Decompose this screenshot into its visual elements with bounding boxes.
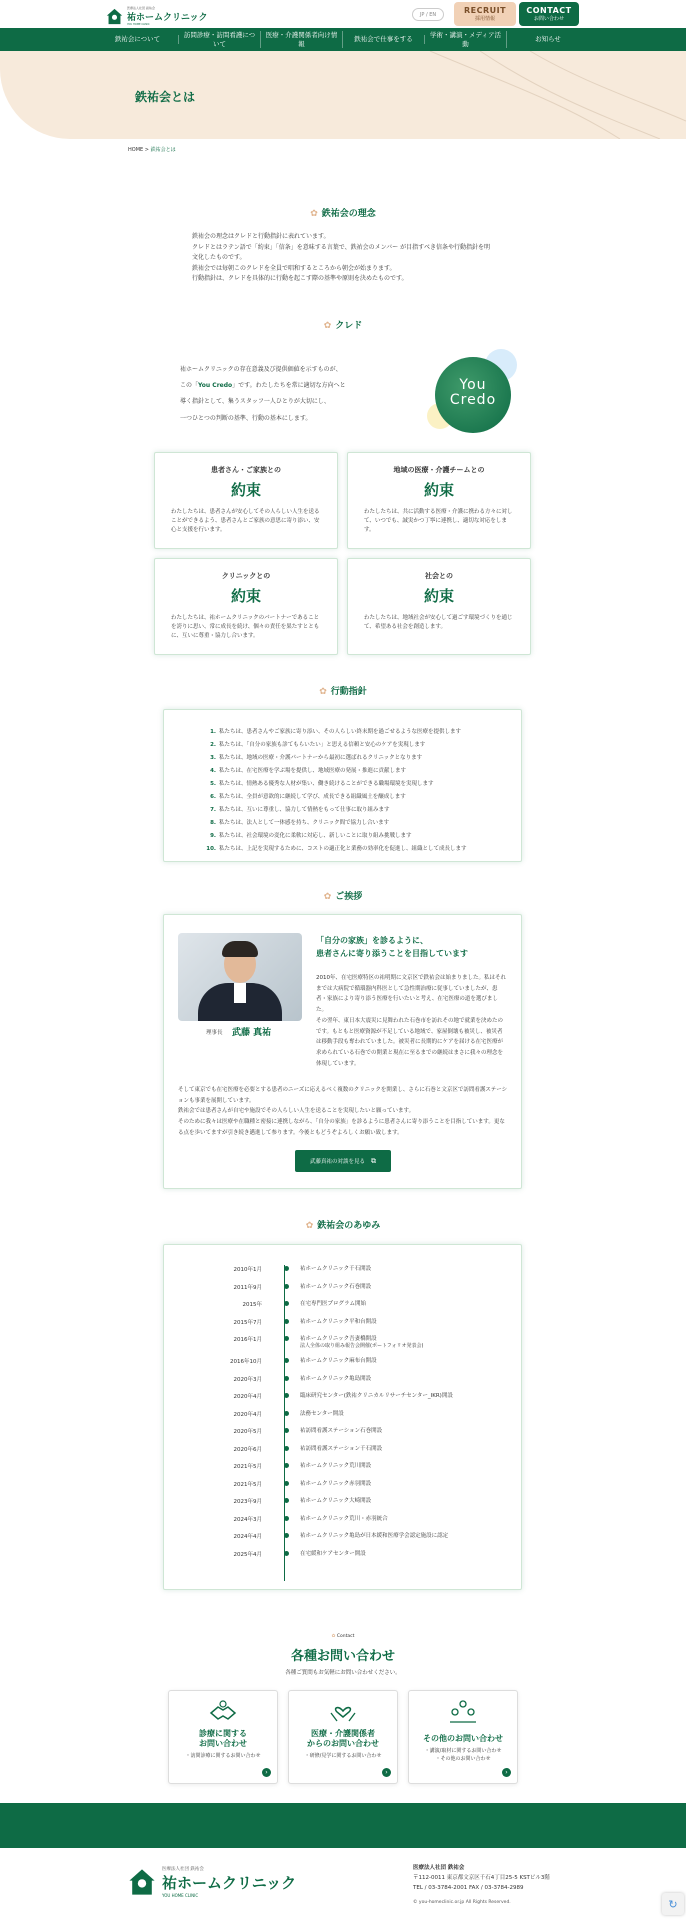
breadcrumb-current: 鉄祐会とは [150,147,176,153]
greeting-paragraphs-bottom [178,1085,510,1139]
timeline-row [164,1427,524,1443]
nav-careers[interactable]: 鉄祐会で仕事をする [343,35,425,43]
greeting-paragraph: そして東京でも在宅医療を必要とする患者のニーズに応えるべく複数のクリニックを開業し、さらに石巻と文京区で訪問看護ステーションも事業を展開しています。 [178,1087,508,1104]
actions-list [204,726,521,856]
contact-card-title: 診療に関する [199,1729,247,1738]
credo-line: 導く指針として、集うスタッフ一人ひとりが大切にし、 [180,398,330,406]
breadcrumb [128,146,176,153]
interview-button[interactable] [295,1150,391,1172]
site-header [0,0,686,28]
contact-card-sub: ・その他のお問い合わせ [435,1756,491,1762]
logo-sub: 医療法人社団 鉄祐会 [127,6,155,10]
timeline-date: 2021年5月 [233,1464,262,1470]
recaptcha-icon[interactable]: ↻ [662,1893,684,1915]
nav-academic[interactable]: 学術・講演・メディア活動 [425,31,507,47]
contact-card-other[interactable] [408,1690,518,1784]
timeline-row [164,1283,524,1299]
timeline-row [164,1335,524,1351]
timeline-row [164,1462,524,1478]
timeline-event-text: 祐ホームクリニック千石開設 [300,1266,372,1272]
timeline-event [300,1532,520,1540]
list-item: 9. 私たちは、社会環境の変化に柔軟に対応し、新しいことに取り組み挑戦します [210,833,412,839]
credo-text [180,362,380,427]
catch-line: 「自分の家族」を診るように、 [316,936,428,945]
timeline-event-text: 在宅緩和ケアセンター開設 [300,1550,366,1557]
footer-address [413,1864,550,1894]
timeline-dot [284,1266,289,1271]
timeline-event [300,1427,520,1435]
recruit-button[interactable] [454,2,516,26]
footer-org: 医療法人社団 鉄祐会 [413,1865,465,1871]
timeline-dot [284,1393,289,1398]
contact-card-title: からのお問い合わせ [307,1739,379,1748]
timeline-event-text: 祐ホームクリニック石巻開設 [300,1283,372,1290]
timeline-dot [284,1284,289,1289]
hero-banner [0,51,686,139]
promise-card [154,452,338,549]
timeline-dot [284,1533,289,1538]
timeline-row [164,1318,524,1334]
timeline-event-text: 祐ホームクリニック大崎開設 [300,1498,372,1504]
timeline-row [164,1265,524,1281]
timeline-event-text: 祐ホームクリニック平和台開設 [300,1318,377,1325]
timeline-event-text: 祐ホームクリニック亀島開設 [300,1375,372,1382]
contact-sub-label: お問い合わせ [533,16,564,22]
global-nav [0,28,686,51]
breadcrumb-home[interactable]: HOME [128,147,144,153]
timeline-event-text: 在宅専門医プログラム開始 [300,1301,366,1307]
catch-line: 患者さんに寄り添うことを目指しています [316,948,468,958]
contact-tag: ✿ Contact [331,1634,355,1639]
history-card [163,1244,522,1590]
flower-icon: ✿ [319,687,327,697]
list-item: 8. 私たちは、法人として一体感を持ち、クリニック間で協力し合います [210,820,390,826]
promise-title: クリニックとの [221,572,271,580]
arrow-right-icon: › [382,1768,391,1777]
timeline-event [300,1300,520,1308]
contact-card-sub: ・研修/見学に関するお問い合わせ [304,1753,382,1759]
promise-desc: わたしたちは、祐ホームクリニックのパートナーであることを誇りに思い、常に成長を続け、個々の責任を果たすとともに、互いに尊重・協力し合います。 [171,615,320,639]
promise-big: 約束 [230,481,261,499]
house-logo-icon [128,1868,156,1896]
timeline-dot [284,1446,289,1451]
director-name: 武藤 真祐 [232,1028,272,1038]
flower-icon: ✿ [323,892,332,902]
contact-card-sub: ・訪問診療に関するお問い合わせ [185,1753,261,1759]
external-link-icon: ⧉ [371,1156,376,1165]
credo-line: 祐ホームクリニックの存在意義及び提供価値を示すものが、 [180,366,342,373]
timeline-date: 2010年1月 [233,1267,262,1273]
timeline-event-text: 祐ホームクリニック亀島が日本緩和医療学会認定施設に認定 [300,1533,449,1539]
timeline-dot [284,1498,289,1503]
you-credo-logo [425,345,525,435]
contact-heading: 各種お問い合わせ [290,1649,395,1664]
footer-logo-en: YOU HOME CLINIC [162,1893,199,1898]
timeline-date: 2020年4月 [233,1411,262,1418]
nav-news[interactable]: お知らせ [535,35,561,44]
promise-card [347,452,531,549]
recruit-label: RECRUIT [463,6,507,15]
timeline-event-sub: 法人全体の取り組み報告会開催(ポートフォリオ発表会) [300,1343,424,1350]
timeline-dot [284,1376,289,1381]
timeline-event [300,1265,520,1273]
credo-line: この「You Credo」です。わたしたちを常に適切な方向へと [180,382,346,390]
promise-card [154,558,338,655]
list-item: 1. 私たちは、患者さんやご家族に寄り添い、その人らしい終末期を過ごせるような医療を提供します [210,729,462,735]
logo-en: YOU HOME CLINIC [127,23,150,26]
credo-heading: ✿ クレド [323,321,363,331]
timeline-row [164,1550,524,1566]
timeline-date: 2024年4月 [233,1534,262,1540]
list-item: 7. 私たちは、互いに尊重し、協力して情熱をもって仕事に取り組みます [210,807,390,813]
footer-band [0,1803,686,1848]
philosophy-line: 行動指針は、クレドを具体的に行動を起こす際の基準や原則を決めたものです。 [192,275,408,282]
director-role: 理事長 [206,1030,223,1036]
timeline-date: 2021年5月 [233,1481,262,1488]
director-photo [178,933,302,1021]
timeline-row [164,1532,524,1548]
language-switch[interactable]: JP / EN [412,8,444,21]
timeline-event [300,1480,520,1488]
promise-title: 患者さん・ご家族との [211,466,281,474]
greeting-paragraph: 鉄祐会では患者さんが自宅や施設でその人らしい人生を送ることを実現したいと願っています。 [178,1108,415,1115]
greeting-card [163,914,522,1189]
timeline-row [164,1480,524,1496]
credo-line: 一つひとつの判断の基準、行動の基本にします。 [180,414,312,422]
actions-card [163,709,522,862]
promise-card [347,558,531,655]
timeline-event [300,1497,520,1505]
promise-big: 約束 [423,481,454,499]
greeting-paragraph: その翌年、東日本大震災に見舞われた石巻市を訪れその地で就業を決めたのです。もともと医療資源が不足している地域で、家屋倒壊も被災し、被災者は移動手段も奪われていました。被災者に長期的にケアを届ける在宅医療が求められている石巻での開業と現在に至るまでの継続はまさに我々の理念を体現しています。 [316,1017,504,1067]
list-item: 6. 私たちは、全員が意欲的に継続して学び、成長できる組織風土を醸成します [210,794,406,800]
timeline-date: 2015年 [242,1302,262,1308]
hero-decoration [420,51,686,139]
timeline-event [300,1335,520,1351]
timeline-event [300,1318,520,1326]
philosophy-line: 鉄祐会の理念はクレドと行動指針に表れています。 [192,233,330,240]
contact-card-professionals[interactable] [288,1690,398,1784]
timeline-row [164,1445,524,1461]
nav-professionals[interactable]: 医療・介護関係者向け情報 [261,31,343,47]
philosophy-heading: ✿ 鉄祐会の理念 [310,209,376,219]
timeline [164,1265,523,1585]
timeline-dot [284,1551,289,1556]
timeline-event-text: 臨床研究センター(鉄祐クリニカルリサーチセンター_IKR)開設 [300,1393,453,1399]
contact-label: CONTACT [526,6,572,15]
footer-addr: 〒112-0011 東京都文京区千石4丁目25-5 KSTビル3階 [413,1874,550,1881]
credo-logo-line: Credo [449,392,497,408]
timeline-dot [284,1481,289,1486]
timeline-row [164,1300,524,1316]
copyright: © you-homeclinic.or.jp All Rights Reserved. [413,1900,511,1905]
greeting-heading: ✿ ご挨拶 [323,892,363,902]
list-item: 5. 私たちは、情熱ある優秀な人材が集い、働き続けることができる職場環境を実現します [210,781,434,787]
timeline-date: 2016年1月 [233,1337,262,1343]
timeline-event [300,1550,520,1558]
contact-card-title: お問い合わせ [199,1739,247,1748]
timeline-event [300,1410,520,1418]
flower-icon: ✿ [305,1221,314,1231]
timeline-dot [284,1463,289,1468]
timeline-event [300,1357,520,1365]
timeline-event [300,1445,520,1453]
flower-icon: ✿ [323,321,332,331]
arrow-right-icon: › [502,1768,511,1777]
timeline-date: 2020年4月 [233,1394,262,1400]
timeline-event [300,1462,520,1470]
footer-logo-sub: 医療法人社団 鉄祐会 [162,1867,204,1872]
timeline-event [300,1283,520,1291]
footer-tel: TEL / 03-3784-2001 FAX / 03-3784-2989 [413,1884,524,1891]
timeline-row [164,1410,524,1426]
timeline-date: 2023年9月 [233,1499,262,1505]
contact-card-sub: ・講演/取材に関するお問い合わせ [424,1748,502,1754]
contact-button[interactable] [519,2,579,26]
timeline-event-text: 法務センター開設 [300,1410,344,1417]
breadcrumb-separator: > [144,147,149,153]
timeline-date: 2020年5月 [233,1429,262,1435]
timeline-date: 2020年3月 [233,1376,262,1383]
nav-about[interactable]: 鉄祐会について [97,35,179,43]
timeline-event [300,1515,520,1523]
footer-logo[interactable] [128,1866,296,1898]
promise-big: 約束 [423,587,454,605]
timeline-event-text: 祐ホームクリニック赤羽開設 [300,1480,372,1487]
nav-home-care[interactable]: 訪問診療・訪問看護について [179,31,261,47]
house-logo-icon [106,8,123,25]
contact-card-medical[interactable] [168,1690,278,1784]
timeline-row [164,1375,524,1391]
timeline-date: 2020年6月 [233,1446,262,1453]
handshake-icon [208,1699,238,1723]
promise-title: 地域の医療・介護チームとの [393,466,485,474]
timeline-row [164,1357,524,1373]
timeline-date: 2016年10月 [230,1359,262,1365]
timeline-dot [284,1319,289,1324]
promise-desc: わたしたちは、共に活動する医療・介護に携わる方々に対して、いつでも、誠実かつ丁寧に連携し、適切な対応をします。 [364,509,513,533]
timeline-dot [284,1516,289,1521]
footer-logo-name: 祐ホームクリニック [162,1874,297,1892]
philosophy-line: クレドとはラテン語で「約束」「信条」を意味する言葉で、鉄祐会のメンバー が目指すべき信条や行動指針を明文化したものです。 [192,243,490,261]
list-item: 3. 私たちは、地域の医療・介護パートナーから最初に選ばれるクリニックとなります [210,755,423,761]
timeline-dot [284,1336,289,1341]
people-icon [448,1699,478,1723]
timeline-date: 2025年4月 [233,1551,262,1558]
timeline-event-text: 祐訪問看護ステーション千石開設 [300,1445,383,1452]
logo-name: 祐ホームクリニック [127,13,208,23]
interview-button-label: 武藤真祐の対談を見る [309,1159,365,1165]
timeline-event [300,1375,520,1383]
timeline-dot [284,1411,289,1416]
greeting-paragraphs-right [316,973,506,1069]
promise-big: 約束 [230,587,261,605]
timeline-dot [284,1301,289,1306]
timeline-dot [284,1428,289,1433]
timeline-row [164,1515,524,1531]
promise-desc: わたしたちは、患者さんが安心してその人らしい人生を送ることができるよう、患者さんとご家族の意思に寄り添い、安心と支援を行います。 [171,509,320,533]
flower-icon: ✿ [331,1634,337,1639]
credo-logo-line: You [459,377,487,393]
promise-desc: わたしたちは、地域社会が安心して過ごす環境づくりを通じて、希望ある社会を創造します。 [364,615,513,630]
promise-title: 社会との [425,572,453,580]
hands-heart-icon [328,1699,358,1723]
greeting-paragraph: 2010年、在宅医療特区の祐明期に文京区で鉄祐会は始まりました。私はそれまでは大病院で循環器内科医として急性期治療に従事していましたが、患者・家族により寄り添う医療を行いたいと考え、在宅医療の道を選びました。 [316,975,506,1014]
timeline-event-text: 祐ホームクリニック荒川開設 [300,1463,372,1469]
philosophy-line: 鉄祐会では毎朝このクレドを全員で唱和するところから朝会が始まります。 [192,264,396,272]
flower-icon: ✿ [310,209,318,219]
timeline-date: 2011年9月 [233,1284,262,1291]
contact-card-title: その他のお問い合わせ [423,1734,503,1743]
list-item: 2. 私たちは、「自分の家族も診てもらいたい」と思える信頼と安心のケアを実現します [210,742,426,748]
contact-card-title: 医療・介護関係者 [311,1729,375,1738]
site-logo[interactable] [106,6,207,26]
page-title: 鉄祐会とは [135,90,196,104]
greeting-paragraph: そのために我々は医療や在職種と密接に連携しながら、「自分の家族」を診るように患者さんに寄り添うことを目指しています。更なる点を歩いてますが引き続き邁進して参ります。今後ともどうぞよろしくお願い致します。 [178,1119,505,1136]
list-item: 4. 私たちは、在宅医療を学ぶ場を提供し、地域医療の発展・推進に貢献します [210,768,407,774]
timeline-date: 2015年7月 [233,1319,262,1326]
timeline-event-text: 祐ホームクリニック荒川・赤羽統合 [300,1515,388,1522]
timeline-row [164,1392,524,1408]
timeline-event-text: 祐訪問看護ステーション石巻開設 [300,1428,383,1434]
history-heading: ✿ 鉄祐会のあゆみ [305,1221,381,1231]
timeline-date: 2024年3月 [233,1516,262,1523]
timeline-row [164,1497,524,1513]
timeline-event-text: 祐ホームクリニック吾妻橋開設 [300,1336,377,1342]
actions-heading: ✿ 行動指針 [319,687,367,697]
greeting-catch [316,935,516,961]
philosophy-text [192,232,492,285]
timeline-dot [284,1358,289,1363]
arrow-right-icon: › [262,1768,271,1777]
contact-lead: 各種ご質問もお気軽にお問い合わせください。 [285,1670,401,1676]
timeline-event [300,1392,520,1400]
list-item: 10. 私たちは、上記を実現するために、コストの適正化と業務の効率化を促進し、組織として成長します [206,846,467,852]
timeline-event-text: 祐ホームクリニック麻布台開設 [300,1358,377,1364]
recruit-sub-label: 採用情報 [474,16,495,22]
